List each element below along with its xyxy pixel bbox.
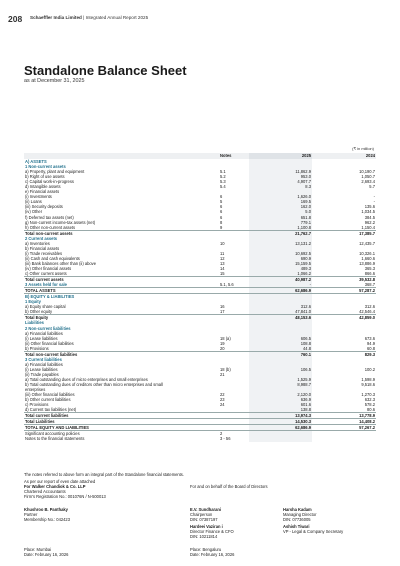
signatory-cfo [190,524,234,539]
row-label: g) Non-current income-tax assets (net) [25,219,96,225]
row-value-current: 13,974.3 [249,413,312,419]
row-value-current: 21,762.7 [249,230,312,236]
row-label: Total current assets [24,277,219,283]
row-value-current: 1,525.9 [249,377,312,382]
auditor-line: As per our report of even date attached [24,479,96,484]
place-left: Place: Mumbai [24,547,52,552]
chairperson-name: E.V. Sundharani [190,507,222,512]
row-value-current: 489.3 [249,266,312,271]
row-value-current: 2,120.0 [249,392,312,397]
row-value-previous: 39,532.8 [312,277,376,283]
header-current-year: 2025 [249,153,312,159]
row-label: (iii) Bank balances other than (ii) above [25,260,96,266]
auditor-firm: For Walker Chandiok & Co. LLP [24,484,86,490]
row-value-previous: 13,886.9 [359,260,375,266]
row-label: enterprises [25,387,46,393]
row-value-previous: 1,660.6 [361,255,375,261]
row-value-previous: 1,050.7 [361,174,375,180]
row-note: 6 [220,194,223,200]
row-label: Total current liabilities [24,413,219,419]
row-label: a) Property, plant and equipment [25,169,85,175]
row-note: 5.3 [220,179,226,185]
row-value-current: - [249,282,312,288]
auditor-desc: Chartered Accountants [24,489,66,495]
row-label: A) ASSETS [25,159,47,164]
row-note: 6 [220,209,223,215]
row-value-current: 636.9 [249,397,312,402]
row-label: e) Financial assets [25,189,60,195]
signatory-partner [24,507,70,522]
row-label: (ii) Loans [25,199,42,205]
row-value-previous: 12,435.7 [359,240,375,246]
row-value-current: 169.5 [249,199,312,204]
row-value-current: 651.8 [249,215,312,220]
row-value-current: 8,988.7 [249,382,312,387]
row-value-current: 8.3 [249,184,312,189]
place-right: Place: Bengaluru [190,547,222,552]
row-value-previous: 5.7 [369,184,375,190]
row-value-current: 1,626.0 [249,194,312,199]
row-label: b) Financial assets [25,245,60,251]
row-note: 6 [220,214,223,220]
row-label: Total Liabilities [24,419,219,425]
row-label: (iii) Other financial liabilities [25,392,75,398]
row-value-previous: 312.6 [364,304,375,310]
row-note: 18 (a) [220,335,231,341]
row-value-current: 760.1 [249,351,312,357]
partner-name: Khushroo B. Panthaky [24,507,68,512]
row-label: (iv) Other [25,209,43,215]
cfo-role: Director Finance & CFO [190,529,234,535]
row-note: 2 [220,431,223,437]
row-label: B) EQUITY & LIABILITIES [25,294,75,300]
row-value-previous: 2,693.4 [361,179,375,185]
row-label: 1 Equity [25,299,41,305]
page-subtitle: as at December 31, 2025 [24,78,85,84]
row-value-current: 10,692.5 [249,251,312,256]
partner-id: Membership No.: 042423 [24,517,70,523]
row-label: (ii) Other financial liabilities [25,340,74,346]
md-role: Managing Director [283,512,317,518]
auditor-block [24,479,106,499]
row-value-previous: 57,267.2 [312,425,376,431]
row-value-previous: - [373,199,375,205]
row-label: a) Equity share capital [25,304,66,310]
row-note: 20 [220,345,225,351]
row-label: Total non-current assets [24,230,219,236]
balance-sheet-body [24,153,376,442]
row-label: h) Other non-current assets [25,224,76,230]
date-left: Date: February 16, 2026 [24,552,69,558]
row-value-current: 62,686.9 [249,288,312,294]
row-value-previous: 94.9 [367,340,375,346]
row-note: 14 [220,265,225,271]
row-label: (i) Lease liabilities [25,335,58,341]
signatory-cs [283,524,343,534]
row-note: 19 [220,340,225,346]
row-value-previous: 1,598.9 [361,376,375,382]
row-label: Significant accounting policies [25,431,80,437]
row-label: TOTAL ASSETS [24,288,219,294]
row-value-previous: 42,859.0 [312,315,376,321]
row-note: 15 [220,271,225,277]
row-value-previous: 365.3 [364,265,375,271]
row-label: Total non-current liabilities [24,351,219,357]
balance-sheet-table [24,153,376,442]
row-note: 11 [220,250,225,256]
row-value-current: 779.1 [249,220,312,225]
row-label: 1 Non-current assets [25,164,66,170]
row-note: 13 [220,260,225,266]
row-note: 5.1 [220,169,226,175]
row-note: 23 [220,397,225,403]
row-label: b) Total outstanding dues of creditors other than micro enterprises and small [25,382,163,388]
row-value-previous: 60.8 [367,345,375,351]
row-label: d) Intangible assets [25,184,61,190]
row-label: b) Right of use assets [25,174,65,180]
row-value-previous: 42,546.4 [359,309,375,315]
row-note: 18 (b) [220,366,231,372]
row-value-current: 15,159.5 [249,261,312,266]
row-value-previous: 1,034.5 [361,209,375,215]
page-number: 208 [8,14,23,24]
row-label: Liabilities [25,320,44,326]
row-note: 17 [220,309,225,315]
row-value-current: 4,907.7 [249,179,312,184]
row-value-previous [312,436,376,441]
row-label: 3 Current liabilities [25,356,62,362]
row-value-previous: 829.3 [312,351,376,357]
row-value-previous: 135.6 [364,204,375,210]
report-name: Integrated Annual Report 2025 [85,15,149,20]
row-note: 9 [220,224,223,230]
row-value-previous: 1,270.3 [361,392,375,398]
row-label: 2 Non-current liabilities [25,325,71,331]
cfo-name: Hardeei Vaziran i [190,524,223,529]
board-line: For and on behalf of the Board of Directors [190,484,268,489]
row-value-previous: 100.2 [364,366,375,372]
row-label: (i) Investments [25,194,52,200]
row-label: a) Financial liabilities [25,330,63,336]
page-header [0,14,400,28]
row-value-current: 40,987.2 [249,277,312,283]
currency-unit: (₹ in million) [352,146,374,151]
row-note: 12 [220,255,225,261]
row-label: c) Other current assets [25,271,67,277]
signatory-chairperson [190,507,221,522]
header-notes: Notes [219,153,249,159]
row-value-previous: 10,190.7 [359,169,375,175]
row-note: 21 [220,371,225,377]
signatory-md [283,507,316,522]
row-label: c) Provisions [25,402,49,408]
row-label: Notes to the financial statements [25,436,85,442]
company-name: Schaeffler India Limited [30,15,82,20]
row-note: 8 [220,219,223,225]
row-note: 5.2 [220,174,226,180]
cs-role: VP - Legal & Company Secretary [283,529,344,535]
row-value-current: 5.0 [249,209,312,214]
row-note: 5.4 [220,184,226,190]
row-value-previous: 368.7 [364,282,375,288]
row-value-current: 1,100.8 [249,225,312,231]
row-value-current [249,436,312,441]
row-value-current: 601.6 [249,402,312,407]
row-label: a) Financial liabilities [25,361,63,367]
row-value-previous: 14,408.2 [312,419,376,425]
chairperson-role: Chairperson [190,512,213,518]
row-value-current: 162.0 [249,204,312,209]
row-value-previous: 632.3 [364,397,375,403]
row-label: (i) Trade receivables [25,250,63,256]
row-value-previous: 1,150.4 [361,224,375,230]
row-note: 24 [220,402,225,408]
row-label: f) Deferred tax assets (net) [25,214,74,220]
row-value-previous: 9,518.6 [361,382,375,388]
page-title: Standalone Balance Sheet [24,63,187,78]
partner-role: Partner [24,512,38,518]
row-value-current: 47,841.0 [249,309,312,315]
row-value-current: 606.5 [249,336,312,341]
row-label: (i) Lease liabilities [25,366,58,372]
row-value-previous: 80.6 [367,407,375,413]
footnote: The notes referred to above form an integral part of the Standalone financial statements. [24,472,184,477]
row-value-previous: 673.6 [364,335,375,341]
row-value-previous: 57,287.2 [312,288,376,294]
row-value-previous: 17,385.7 [312,230,376,236]
cs-name: Ashish Tiwari [283,524,310,529]
row-value-current: 62,686.9 [249,425,312,431]
chairperson-id: DIN: 07387197 [190,517,218,523]
row-label: 3 Assets held for sale [25,282,67,288]
row-value-previous: 866.6 [364,271,375,277]
row-value-current: 1,066.2 [249,271,312,277]
row-label: (ii) Trade payables [25,371,59,377]
row-value-current: 13,131.2 [249,241,312,246]
row-value-current: 690.9 [249,256,312,261]
row-label: b) Other equity [25,309,53,315]
row-label: (iii) Security deposits [25,204,63,210]
row-value-current: 953.0 [249,174,312,179]
row-value-current: 312.6 [249,304,312,309]
date-right: Date: February 16, 2026 [190,552,235,558]
row-label: (ii) Cash and cash equivalents [25,255,80,261]
row-value-current: 14,530.3 [249,419,312,425]
row-value-current: 138.8 [249,407,312,413]
row-note: 22 [220,392,225,398]
table-row [24,436,376,441]
row-note: 16 [220,304,225,310]
report-title: Schaeffler India Limited | Integrated Annual Report 2025 [30,15,149,20]
row-label: b) Other current liabilities [25,397,71,403]
row-note: 10 [220,240,225,246]
row-label: c) Capital work-in-progress [25,179,74,185]
auditor-reg: Firm's Registration No.: 001076N / N-500013 [24,494,106,500]
place-date-right [190,547,234,557]
md-name: Harsha Kadam [283,507,312,512]
row-label: a) Total outstanding dues of micro enterprises and small enterprises [25,376,148,382]
row-note: 3 - 56 [220,436,231,442]
row-note: 5.1, 5.6 [220,282,234,288]
row-label: TOTAL EQUITY AND LIABILITIES [24,425,219,431]
md-id: DIN: 07736005 [283,517,311,523]
row-note: 6 [220,204,223,210]
row-note: 5 [220,199,223,205]
row-value-current: 44.8 [249,346,312,352]
row-label: d) Current tax liabilities (net) [25,407,77,413]
row-value-previous: - [373,194,375,200]
cfo-id: DIN: 10211814 [190,534,218,540]
row-value-current: 108.8 [249,341,312,346]
row-label: (iv) Other financial assets [25,265,72,271]
row-value-current: 11,862.9 [249,169,312,174]
row-value-previous: 578.2 [364,402,375,408]
row-value-current: 48,153.6 [249,315,312,321]
row-label: b) Provisions [25,345,49,351]
row-value-previous: 10,326.1 [359,250,375,256]
row-value-current: 106.5 [249,367,312,372]
place-date-left [24,547,68,557]
row-value-previous: 13,778.9 [312,413,376,419]
row-label: a) Inventories [25,240,50,246]
row-value-previous: 962.2 [364,219,375,225]
header-previous-year: 2024 [312,153,376,159]
row-label: 2 Current assets [25,235,58,241]
row-value-previous: 384.5 [364,214,375,220]
row-label: Total Equity [24,315,219,321]
